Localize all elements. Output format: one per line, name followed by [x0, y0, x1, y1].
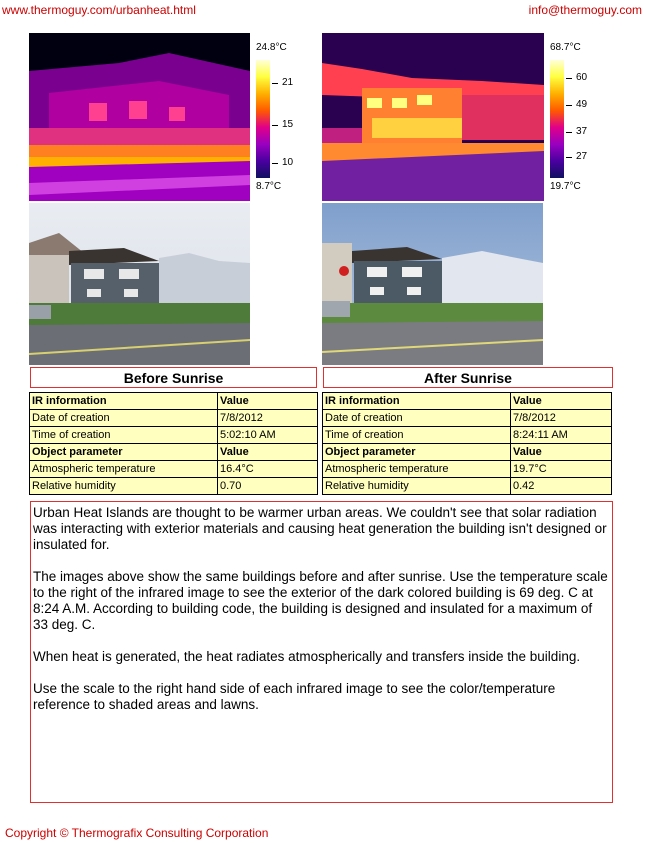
table-cell: 7/8/2012 — [511, 410, 612, 427]
table-row — [30, 461, 318, 478]
caption-before-sunrise: Before Sunrise — [30, 367, 317, 388]
table-cell: Date of creation — [323, 410, 511, 427]
table-row — [30, 393, 318, 410]
house-photo-before — [29, 203, 250, 365]
scale-tick — [272, 83, 278, 84]
scale-tick-label: 49 — [576, 99, 588, 110]
paragraph: Urban Heat Islands are thought to be warmer urban areas. We couldn't see that solar radiation was interacting with exterior materials and causing heat generation the building isn't designed or insulated for. — [33, 505, 607, 552]
table-cell: Relative humidity — [30, 478, 218, 495]
table-row — [323, 410, 612, 427]
scale-tick — [566, 157, 572, 158]
header-email[interactable]: info@thermoguy.com — [528, 3, 642, 17]
header-url[interactable]: www.thermoguy.com/urbanheat.html — [2, 3, 196, 17]
scale-tick-label: 21 — [282, 77, 294, 88]
table-cell: Time of creation — [30, 427, 218, 444]
scale-min-label: 19.7°C — [550, 181, 581, 192]
scale-tick-label: 27 — [576, 151, 588, 162]
scale-min-label: 8.7°C — [256, 181, 282, 192]
color-scale-bar — [550, 60, 564, 178]
scale-tick — [566, 78, 572, 79]
table-row — [30, 478, 318, 495]
table-cell: 5:02:10 AM — [218, 427, 318, 444]
table-row — [30, 427, 318, 444]
table-cell: 19.7°C — [511, 461, 612, 478]
table-row — [323, 427, 612, 444]
scale-tick — [566, 132, 572, 133]
thermal-scene-after — [322, 33, 544, 201]
table-header-cell: IR information — [323, 393, 511, 410]
table-row — [30, 410, 318, 427]
scale-tick-label: 15 — [282, 119, 294, 130]
temperature-scale-before — [250, 33, 318, 201]
ir-info-table-after — [322, 392, 612, 495]
paragraph: Use the scale to the right hand side of each infrared image to see the color/temperature reference to shaded areas and lawns. — [33, 681, 556, 712]
paragraph: When heat is generated, the heat radiates atmospherically and transfers inside the building. — [33, 649, 581, 664]
scale-tick — [272, 163, 278, 164]
scale-max-label: 24.8°C — [256, 42, 287, 53]
table-cell: Time of creation — [323, 427, 511, 444]
ir-info-table-before — [29, 392, 318, 495]
table-header-cell: Object parameter — [323, 444, 511, 461]
scale-tick-label: 10 — [282, 157, 294, 168]
table-header-cell: IR information — [30, 393, 218, 410]
photo-after-sunrise — [322, 203, 543, 365]
table-row — [30, 444, 318, 461]
table-row — [323, 393, 612, 410]
table-row — [323, 478, 612, 495]
temperature-scale-after — [544, 33, 612, 201]
caption-after-sunrise: After Sunrise — [323, 367, 613, 388]
table-header-cell: Value — [511, 444, 612, 461]
thermal-scene-before — [29, 33, 250, 201]
house-photo-after — [322, 203, 543, 365]
scale-tick-label: 37 — [576, 126, 588, 137]
table-cell: 0.42 — [511, 478, 612, 495]
table-cell: Atmospheric temperature — [30, 461, 218, 478]
table-cell: 16.4°C — [218, 461, 318, 478]
table-header-cell: Value — [218, 444, 318, 461]
table-cell: Relative humidity — [323, 478, 511, 495]
table-row — [323, 461, 612, 478]
infrared-image-before — [29, 33, 318, 201]
table-cell: Atmospheric temperature — [323, 461, 511, 478]
paragraph: The images above show the same buildings before and after sunrise. Use the temperature scale to the right of the infrared image to see the exterior of the dark colored building is 69 deg. C at 8:24 A.M. According to building code, the building is designed and insulated for a maximum of 33 deg. C. — [33, 569, 608, 632]
table-cell: 7/8/2012 — [218, 410, 318, 427]
table-cell: Date of creation — [30, 410, 218, 427]
table-cell: 0.70 — [218, 478, 318, 495]
scale-tick — [566, 105, 572, 106]
footer-copyright: Copyright © Thermografix Consulting Corporation — [5, 826, 269, 840]
scale-tick-label: 60 — [576, 72, 588, 83]
table-header-cell: Value — [511, 393, 612, 410]
scale-tick — [272, 125, 278, 126]
photo-before-sunrise — [29, 203, 250, 365]
table-header-cell: Object parameter — [30, 444, 218, 461]
table-row — [323, 444, 612, 461]
description-text-box — [30, 501, 613, 803]
table-cell: 8:24:11 AM — [511, 427, 612, 444]
color-scale-bar — [256, 60, 270, 178]
scale-max-label: 68.7°C — [550, 42, 581, 53]
table-header-cell: Value — [218, 393, 318, 410]
infrared-image-after — [322, 33, 612, 201]
